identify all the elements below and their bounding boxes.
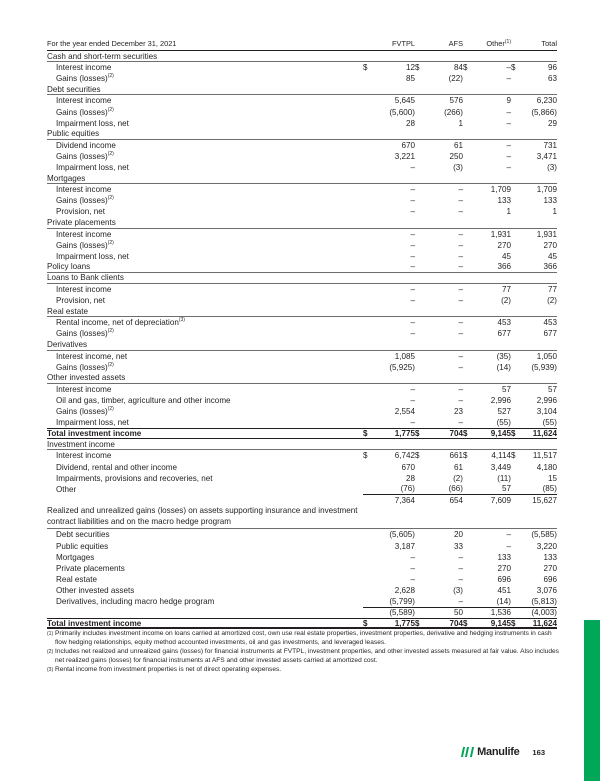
- row-label: Other invested assets: [56, 585, 135, 595]
- footnote: (3) Rental income from investment properties is net of direct operating expenses.: [47, 665, 282, 673]
- cell-value: 1,709: [490, 185, 511, 195]
- cell-value: 3,471: [536, 151, 557, 161]
- cell-value: 696: [543, 574, 557, 584]
- table-row: [47, 229, 557, 240]
- table-row: [47, 95, 557, 106]
- cell-value: 250: [449, 151, 463, 161]
- row-label: Gains (losses)$^{(2)}$: [56, 239, 114, 250]
- cell-value: 1,050: [536, 351, 557, 361]
- cell-value: (3): [453, 585, 463, 595]
- cell-value: 670: [401, 140, 415, 150]
- table-row: [47, 328, 557, 339]
- section-row: [47, 506, 557, 530]
- table-row: [47, 495, 557, 506]
- cell-value: 1,536: [490, 608, 511, 618]
- cell-value: 15: [547, 473, 557, 483]
- table-row: [47, 351, 557, 362]
- cell-value: –: [410, 318, 415, 328]
- table-row: [47, 151, 557, 162]
- cell-value: 453: [497, 318, 511, 328]
- cell-value: 45: [501, 251, 511, 261]
- cell-value: –: [458, 229, 463, 239]
- row-label: Public equities: [47, 129, 100, 139]
- cell-value: 33: [453, 541, 463, 551]
- cell-value: –: [458, 552, 463, 562]
- cell-value: (66): [415, 483, 463, 495]
- cell-value: –: [410, 418, 415, 428]
- cell-value: 3,220: [536, 541, 557, 551]
- cell-value: 7,609: [490, 495, 511, 505]
- table-row: [47, 206, 557, 217]
- cell-value: (35): [496, 351, 511, 361]
- cell-value: 696: [497, 574, 511, 584]
- table-row: [47, 140, 557, 151]
- cell-value: 133: [497, 552, 511, 562]
- col-fvtpl: FVTPL: [392, 39, 415, 48]
- row-label: Derivatives: [47, 339, 88, 349]
- cell-value: 451: [497, 585, 511, 595]
- cell-value: (85): [511, 483, 557, 495]
- cell-value: –: [458, 418, 463, 428]
- cell-value: 654: [449, 495, 463, 505]
- row-label: Private placements: [47, 217, 116, 227]
- row-label: Gains (losses)$^{(2)}$: [56, 73, 114, 84]
- cell-value: 731: [543, 140, 557, 150]
- cell-value: (5,925): [389, 362, 415, 372]
- row-label: Impairment loss, net: [56, 162, 129, 172]
- manulife-logo-icon: [462, 747, 473, 757]
- cell-value: –: [458, 185, 463, 195]
- row-label: Mortgages: [56, 552, 95, 562]
- cell-value: –: [458, 296, 463, 306]
- cell-value: $ 6,742: [363, 451, 415, 461]
- cell-value: –: [458, 362, 463, 372]
- cell-value: 2,996: [536, 395, 557, 405]
- cell-value: 670: [401, 462, 415, 472]
- table-row: [47, 473, 557, 484]
- cell-value: 133: [497, 196, 511, 206]
- cell-value: $ 704: [415, 618, 463, 628]
- row-label: Provision, net: [56, 207, 106, 217]
- cell-value: $ 1,775: [363, 618, 415, 628]
- row-label: Policy loans: [47, 262, 91, 272]
- section-row: [47, 339, 557, 350]
- row-label: Gains (losses)$^{(2)}$: [56, 150, 114, 161]
- cell-value: 57: [463, 483, 511, 495]
- table-row: [47, 162, 557, 173]
- cell-value: 15,627: [532, 495, 557, 505]
- cell-value: 28: [405, 118, 415, 128]
- total-row: [47, 618, 557, 629]
- section-row: [47, 217, 557, 228]
- row-label: Impairments, provisions and recoveries, net: [56, 473, 213, 483]
- row-label: Cash and short-term securities: [47, 51, 158, 61]
- cell-value: –: [458, 329, 463, 339]
- table-row: [47, 450, 557, 461]
- row-label: Dividend income: [56, 140, 116, 150]
- cell-value: 270: [497, 240, 511, 250]
- cell-value: –: [506, 151, 511, 161]
- table-row: [47, 607, 557, 618]
- table-row: [47, 417, 557, 428]
- table-row: [47, 574, 557, 585]
- row-label: Oil and gas, timber, agriculture and other income: [56, 395, 231, 405]
- table-row: [47, 563, 557, 574]
- cell-value: (2): [501, 296, 511, 306]
- row-label: Public equities: [56, 541, 109, 551]
- cell-value: 1,931: [536, 229, 557, 239]
- cell-value: 270: [543, 240, 557, 250]
- row-label: Gains (losses)$^{(2)}$: [56, 406, 114, 417]
- row-label: Debt securities: [47, 84, 101, 94]
- table-row: [47, 541, 557, 552]
- cell-value: 133: [543, 196, 557, 206]
- cell-value: $ 4,114: [463, 451, 511, 461]
- section-row: [47, 84, 557, 95]
- row-label: Provision, net: [56, 296, 106, 306]
- cell-value: 2,554: [394, 407, 415, 417]
- cell-value: (3): [547, 162, 557, 172]
- cell-value: –: [410, 196, 415, 206]
- table-row: [47, 62, 557, 73]
- cell-value: (55): [542, 418, 557, 428]
- cell-value: 9: [506, 96, 511, 106]
- cell-value: (2): [453, 473, 463, 483]
- table-row: [47, 184, 557, 195]
- cell-value: $ 9,145: [463, 618, 511, 628]
- col-afs: AFS: [448, 39, 463, 48]
- cell-value: –: [506, 541, 511, 551]
- cell-value: –: [506, 74, 511, 84]
- cell-value: 453: [543, 318, 557, 328]
- footnote: (2) Includes net realized and unrealized gains (losses) for financial instruments at FVTPL, investment properties, and other invested assets measured at fair value. Also includes net realized gains (losses) for financial instruments at AFS and other invested assets carried at amortized cost.: [47, 647, 559, 664]
- row-label: Interest income: [56, 285, 112, 295]
- cell-value: 45: [547, 251, 557, 261]
- cell-value: 4,180: [536, 462, 557, 472]
- table-row: [47, 384, 557, 395]
- row-label: Interest income, net: [56, 351, 128, 361]
- cell-value: $ 11,517: [511, 451, 557, 461]
- cell-value: (5,589): [389, 608, 415, 618]
- row-label: Real estate: [56, 574, 97, 584]
- row-label: Dividend, rental and other income: [56, 462, 178, 472]
- table-row: [47, 284, 557, 295]
- row-label: Interest income: [56, 384, 112, 394]
- table-row: [47, 118, 557, 129]
- cell-value: $ 84: [415, 63, 463, 73]
- cell-value: –: [458, 262, 463, 272]
- page-number: 163: [532, 747, 546, 757]
- table-row: [47, 317, 557, 328]
- cell-value: (5,600): [389, 107, 415, 117]
- cell-value: –: [458, 563, 463, 573]
- table-row: [47, 195, 557, 206]
- cell-value: 1: [458, 118, 463, 128]
- cell-value: 270: [497, 563, 511, 573]
- cell-value: (5,605): [389, 530, 415, 540]
- table-row: [47, 251, 557, 262]
- cell-value: –: [415, 596, 463, 608]
- cell-value: –: [506, 530, 511, 540]
- cell-value: 3,449: [490, 462, 511, 472]
- table-row: [47, 596, 557, 607]
- cell-value: $ 11,624: [511, 618, 557, 628]
- row-label: Interest income: [56, 229, 112, 239]
- cell-value: 63: [547, 74, 557, 84]
- page-footer: [462, 745, 545, 759]
- cell-value: –: [506, 118, 511, 128]
- col-total: Total: [541, 39, 557, 48]
- footnotes: [47, 630, 560, 675]
- cell-value: 366: [543, 262, 557, 272]
- cell-value: (5,799): [363, 596, 415, 608]
- cell-value: –: [410, 395, 415, 405]
- cell-value: –: [410, 285, 415, 295]
- cell-value: (5,813): [511, 596, 557, 608]
- row-label: Impairment loss, net: [56, 418, 129, 428]
- investment-income-table: [47, 37, 557, 629]
- row-label: Interest income: [56, 451, 112, 461]
- cell-value: (55): [496, 418, 511, 428]
- cell-value: (14): [463, 596, 511, 608]
- cell-value: 20: [453, 530, 463, 540]
- cell-value: 6,230: [536, 96, 557, 106]
- cell-value: $ 12: [363, 63, 415, 73]
- cell-value: –: [410, 296, 415, 306]
- row-label: Interest income: [56, 185, 112, 195]
- cell-value: –: [410, 384, 415, 394]
- table-row: [47, 484, 557, 495]
- cell-value: –: [458, 318, 463, 328]
- cell-value: –: [458, 251, 463, 261]
- cell-value: 1,931: [490, 229, 511, 239]
- cell-value: (4,003): [531, 608, 557, 618]
- footnote: (1) Primarily includes investment income on loans carried at amortized cost, own use real estate properties, investment properties, derivative and hedging instruments in cash flow hedging relationships, equity method accounted investments, oil and gas investments, and leveraged leases.: [47, 630, 552, 646]
- row-label: Gains (losses)$^{(2)}$: [56, 328, 114, 339]
- page-side-tab: [584, 620, 600, 781]
- total-row: [47, 428, 557, 439]
- cell-value: –: [506, 140, 511, 150]
- cell-value: –: [458, 285, 463, 295]
- cell-value: 366: [497, 262, 511, 272]
- cell-value: (14): [496, 362, 511, 372]
- section-row: [47, 129, 557, 140]
- section-row: [47, 273, 557, 284]
- table-row: [47, 295, 557, 306]
- cell-value: 7,364: [394, 495, 415, 505]
- cell-value: (3): [453, 162, 463, 172]
- cell-value: $ –: [463, 63, 511, 73]
- row-label: Interest income: [56, 63, 112, 73]
- cell-value: 677: [543, 329, 557, 339]
- cell-value: 61: [453, 140, 463, 150]
- table-row: [47, 362, 557, 373]
- row-label: Gains (losses)$^{(2)}$: [56, 195, 114, 206]
- cell-value: 29: [547, 118, 557, 128]
- row-label: Private placements: [56, 563, 125, 573]
- cell-value: –: [410, 240, 415, 250]
- cell-value: –: [506, 107, 511, 117]
- row-label: Debt securities: [56, 530, 110, 540]
- table-row: [47, 73, 557, 84]
- row-label: Total investment income: [47, 618, 142, 628]
- section-row: [47, 51, 557, 62]
- table-row: [47, 461, 557, 472]
- cell-value: –: [506, 162, 511, 172]
- cell-value: 5,645: [394, 96, 415, 106]
- header-label: For the year ended December 31, 2021: [47, 39, 177, 48]
- cell-value: –: [458, 240, 463, 250]
- table-row: [47, 529, 557, 540]
- section-row: [47, 373, 557, 384]
- cell-value: –: [410, 185, 415, 195]
- table-row: [47, 552, 557, 563]
- row-label: Other: [56, 484, 77, 494]
- cell-value: 1,709: [536, 185, 557, 195]
- row-label: Realized and unrealized gains (losses) on assets supporting insurance and investment contract liabilities and on the macro hedge program: [47, 505, 358, 526]
- cell-value: 1,085: [394, 351, 415, 361]
- table-header: [47, 37, 557, 51]
- manulife-logo: [462, 746, 519, 758]
- cell-value: –: [458, 384, 463, 394]
- row-label: Other invested assets: [47, 373, 126, 383]
- cell-value: –: [458, 196, 463, 206]
- cell-value: $ 1,775: [363, 429, 415, 439]
- cell-value: $ 9,145: [463, 429, 511, 439]
- cell-value: –: [410, 329, 415, 339]
- cell-value: 1: [552, 207, 557, 217]
- cell-value: 3,104: [536, 407, 557, 417]
- row-label: Impairment loss, net: [56, 251, 129, 261]
- cell-value: 50: [453, 608, 463, 618]
- section-row: [47, 439, 557, 450]
- row-label: Derivatives, including macro hedge program: [56, 597, 215, 607]
- cell-value: 28: [405, 473, 415, 483]
- cell-value: 527: [497, 407, 511, 417]
- cell-value: $ 96: [511, 63, 557, 73]
- cell-value: 3,187: [394, 541, 415, 551]
- cell-value: (2): [547, 296, 557, 306]
- cell-value: –: [410, 262, 415, 272]
- cell-value: 85: [405, 74, 415, 84]
- cell-value: –: [410, 574, 415, 584]
- cell-value: 3,221: [394, 151, 415, 161]
- cell-value: 2,628: [394, 585, 415, 595]
- brand-name: Manulife: [477, 746, 520, 758]
- row-label: Rental income, net of depreciation$^{(3)}$: [56, 317, 185, 328]
- cell-value: (5,866): [531, 107, 557, 117]
- cell-value: 77: [547, 285, 557, 295]
- section-row: [47, 262, 557, 273]
- cell-value: (11): [497, 473, 511, 483]
- cell-value: (76): [363, 483, 415, 495]
- cell-value: (5,585): [531, 530, 557, 540]
- cell-value: 133: [543, 552, 557, 562]
- cell-value: –: [410, 552, 415, 562]
- cell-value: $ 661: [415, 451, 463, 461]
- cell-value: –: [410, 162, 415, 172]
- section-row: [47, 306, 557, 317]
- row-label: Gains (losses)$^{(2)}$: [56, 361, 114, 372]
- section-row: [47, 173, 557, 184]
- table-row: [47, 395, 557, 406]
- cell-value: 576: [449, 96, 463, 106]
- cell-value: $ 11,624: [511, 429, 557, 439]
- cell-value: (266): [444, 107, 463, 117]
- row-label: Investment income: [47, 439, 115, 449]
- row-label: Gains (losses)$^{(2)}$: [56, 106, 114, 117]
- cell-value: 677: [497, 329, 511, 339]
- cell-value: 3,076: [536, 585, 557, 595]
- table-row: [47, 106, 557, 117]
- cell-value: $ 704: [415, 429, 463, 439]
- cell-value: 270: [543, 563, 557, 573]
- row-label: Loans to Bank clients: [47, 273, 124, 283]
- cell-value: (22): [448, 74, 463, 84]
- cell-value: –: [410, 207, 415, 217]
- table-row: [47, 406, 557, 417]
- row-label: Total investment income: [47, 429, 142, 439]
- cell-value: –: [410, 563, 415, 573]
- cell-value: –: [410, 251, 415, 261]
- cell-value: 57: [501, 384, 511, 394]
- table-row: [47, 240, 557, 251]
- row-label: Real estate: [47, 306, 88, 316]
- cell-value: 57: [547, 384, 557, 394]
- cell-value: –: [458, 395, 463, 405]
- cell-value: –: [410, 229, 415, 239]
- row-label: Impairment loss, net: [56, 118, 129, 128]
- table-body: [47, 51, 557, 629]
- cell-value: –: [458, 351, 463, 361]
- cell-value: 2,996: [490, 395, 511, 405]
- table-row: [47, 585, 557, 596]
- row-label: Interest income: [56, 96, 112, 106]
- cell-value: 23: [453, 407, 463, 417]
- cell-value: 1: [506, 207, 511, 217]
- row-label: Mortgages: [47, 173, 86, 183]
- cell-value: –: [458, 207, 463, 217]
- cell-value: 61: [453, 462, 463, 472]
- cell-value: 77: [501, 285, 511, 295]
- cell-value: –: [458, 574, 463, 584]
- cell-value: (5,939): [531, 362, 557, 372]
- col-other: Other$^{(1)}$: [486, 39, 511, 48]
